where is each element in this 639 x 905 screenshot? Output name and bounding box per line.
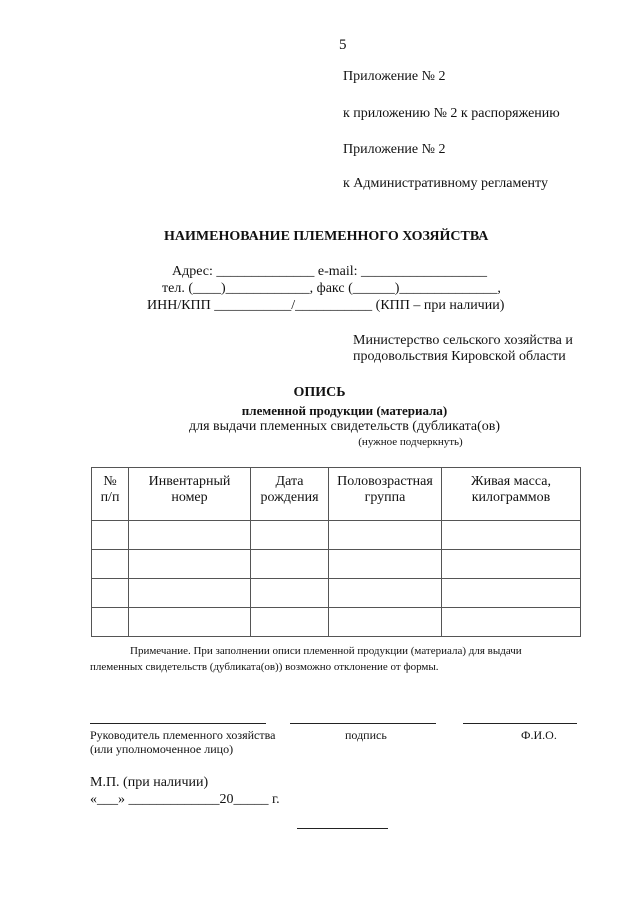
column-header-live-weight: Живая масса, килограммов	[442, 468, 581, 521]
inventory-table	[91, 467, 581, 637]
table-row	[92, 521, 581, 550]
signature-name-label: Ф.И.О.	[521, 728, 557, 742]
signature-role-line-2: (или уполномоченное лицо)	[90, 742, 234, 756]
remark-line-1: Примечание. При заполнении описи племенной продукции (материала) для выдачи	[130, 645, 522, 657]
table-cell[interactable]	[129, 579, 251, 608]
column-header-sex-age-group: Половозрастная группа	[329, 468, 442, 521]
signature-rule-name	[463, 723, 577, 724]
document-subtitle: племенной продукции (материала)	[241, 403, 448, 418]
table-cell[interactable]	[442, 550, 581, 579]
organization-title: НАИМЕНОВАНИЕ ПЛЕМЕННОГО ХОЗЯЙСТВА	[164, 229, 489, 244]
remark-line-2: племенных свидетельств (дубликата(ов)) возможно отклонение от формы.	[90, 661, 439, 673]
table-cell[interactable]	[129, 608, 251, 637]
document-title: ОПИСЬ	[293, 385, 346, 400]
table-cell[interactable]	[251, 579, 329, 608]
table-row	[92, 608, 581, 637]
signature-role-line-1: Руководитель племенного хозяйства	[90, 728, 276, 742]
table-cell[interactable]	[92, 608, 129, 637]
appendix-line-3: Приложение № 2	[343, 142, 446, 157]
table-cell[interactable]	[251, 521, 329, 550]
table-cell[interactable]	[442, 608, 581, 637]
page-number: 5	[339, 37, 347, 53]
table-header-row	[92, 468, 581, 521]
appendix-line-2: к приложению № 2 к распоряжению	[343, 106, 560, 121]
signature-rule-role	[90, 723, 266, 724]
column-header-inventory: Инвентарный номер	[129, 468, 251, 521]
recipient-line-2: продовольствия Кировской области	[353, 349, 566, 364]
recipient-line-1: Министерство сельского хозяйства и	[353, 333, 573, 348]
signature-rule-sign	[290, 723, 436, 724]
contact-inn: ИНН/КПП ___________/___________ (КПП – при наличии)	[147, 298, 505, 313]
table-row	[92, 579, 581, 608]
table-cell[interactable]	[329, 579, 442, 608]
closing-rule	[297, 828, 388, 829]
contact-phone: тел. (____)____________, факс (______)______________,	[162, 281, 501, 296]
table-cell[interactable]	[442, 579, 581, 608]
signature-sign-label: подпись	[345, 728, 387, 742]
table-cell[interactable]	[251, 608, 329, 637]
table-cell[interactable]	[92, 521, 129, 550]
stamp-label: М.П. (при наличии)	[90, 775, 209, 790]
table-cell[interactable]	[129, 521, 251, 550]
date-line: «___» _____________20_____ г.	[90, 792, 280, 807]
table-cell[interactable]	[442, 521, 581, 550]
table-cell[interactable]	[251, 550, 329, 579]
table-cell[interactable]	[129, 550, 251, 579]
contact-address: Адрес: ______________ e-mail: __________________	[172, 264, 488, 279]
appendix-line-1: Приложение № 2	[343, 69, 446, 84]
table-cell[interactable]	[92, 550, 129, 579]
document-purpose: для выдачи племенных свидетельств (дубликата(ов)	[188, 419, 501, 434]
table-cell[interactable]	[329, 608, 442, 637]
table-cell[interactable]	[329, 550, 442, 579]
underline-note: (нужное подчеркнуть)	[358, 436, 463, 448]
column-header-birth-date: Дата рождения	[251, 468, 329, 521]
table-cell[interactable]	[92, 579, 129, 608]
column-header-number: № п/п	[92, 468, 129, 521]
table-row	[92, 550, 581, 579]
table-cell[interactable]	[329, 521, 442, 550]
appendix-line-4: к Административному регламенту	[343, 176, 548, 191]
